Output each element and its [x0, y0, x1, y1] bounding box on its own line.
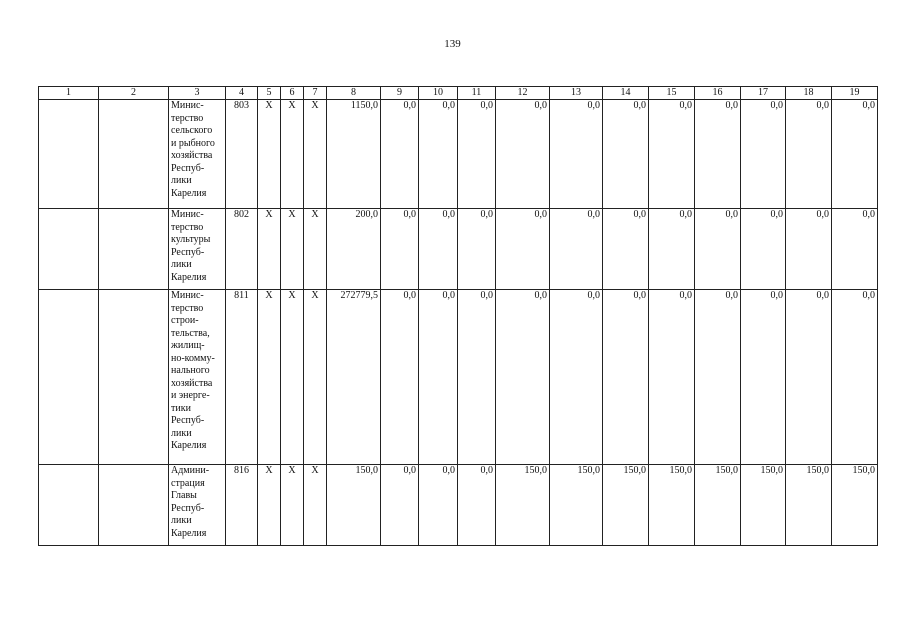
value-cell: 0,0 [741, 290, 786, 465]
value-cell: 0,0 [419, 100, 458, 209]
table-row [39, 209, 878, 290]
value-cell: 0,0 [603, 290, 649, 465]
organization-name: Минис- терство строи- тельства, жилищ- но-комму- нального хозяйства и энерге- тики Респуб- лики Карелия [169, 290, 226, 465]
value-cell: 0,0 [695, 100, 741, 209]
value-cell: 0,0 [458, 209, 496, 290]
column-header: 12 [496, 87, 550, 100]
cell-col2 [99, 290, 169, 465]
cell-x: Х [304, 100, 327, 209]
column-header: 19 [832, 87, 878, 100]
table-row [39, 100, 878, 209]
cell-x: Х [304, 209, 327, 290]
header-row [39, 87, 878, 100]
organization-name: Минис- терство культуры Респуб- лики Карелия [169, 209, 226, 290]
value-cell: 0,0 [550, 100, 603, 209]
value-cell: 0,0 [381, 465, 419, 546]
value-cell: 0,0 [741, 100, 786, 209]
value-cell: 150,0 [786, 465, 832, 546]
cell-col2 [99, 100, 169, 209]
value-cell: 0,0 [381, 290, 419, 465]
value-cell: 0,0 [603, 100, 649, 209]
cell-col2 [99, 209, 169, 290]
column-header: 6 [281, 87, 304, 100]
column-header: 5 [258, 87, 281, 100]
value-cell: 0,0 [786, 290, 832, 465]
value-cell: 0,0 [550, 290, 603, 465]
value-cell: 150,0 [695, 465, 741, 546]
column-header: 10 [419, 87, 458, 100]
value-cell: 150,0 [649, 465, 695, 546]
value-cell: 0,0 [496, 100, 550, 209]
value-cell: 150,0 [603, 465, 649, 546]
value-cell: 0,0 [649, 100, 695, 209]
value-cell: 0,0 [649, 290, 695, 465]
value-cell: 150,0 [550, 465, 603, 546]
value-cell: 0,0 [381, 209, 419, 290]
value-cell: 150,0 [832, 465, 878, 546]
column-header: 3 [169, 87, 226, 100]
table-row [39, 465, 878, 546]
value-cell: 0,0 [832, 290, 878, 465]
column-header: 18 [786, 87, 832, 100]
cell-x: Х [281, 290, 304, 465]
column-header: 14 [603, 87, 649, 100]
cell-x: Х [281, 209, 304, 290]
value-cell: 0,0 [496, 209, 550, 290]
department-code: 803 [226, 100, 258, 209]
value-cell: 0,0 [603, 209, 649, 290]
value-cell: 200,0 [327, 209, 381, 290]
cell-col1 [39, 290, 99, 465]
column-header: 2 [99, 87, 169, 100]
value-cell: 0,0 [419, 465, 458, 546]
department-code: 811 [226, 290, 258, 465]
cell-x: Х [258, 290, 281, 465]
value-cell: 0,0 [550, 209, 603, 290]
cell-col1 [39, 209, 99, 290]
value-cell: 0,0 [741, 209, 786, 290]
department-code: 802 [226, 209, 258, 290]
column-header: 13 [550, 87, 603, 100]
value-cell: 0,0 [649, 209, 695, 290]
value-cell: 0,0 [419, 209, 458, 290]
column-header: 7 [304, 87, 327, 100]
cell-x: Х [304, 465, 327, 546]
column-header: 16 [695, 87, 741, 100]
column-header: 17 [741, 87, 786, 100]
cell-col2 [99, 465, 169, 546]
value-cell: 0,0 [832, 209, 878, 290]
value-cell: 0,0 [458, 465, 496, 546]
value-cell: 1150,0 [327, 100, 381, 209]
cell-x: Х [258, 465, 281, 546]
value-cell: 0,0 [419, 290, 458, 465]
cell-x: Х [281, 100, 304, 209]
value-cell: 0,0 [786, 100, 832, 209]
organization-name: Минис- терство сельского и рыбного хозяйства Респуб- лики Карелия [169, 100, 226, 209]
cell-col1 [39, 465, 99, 546]
column-header: 11 [458, 87, 496, 100]
budget-table [38, 86, 878, 546]
column-header: 15 [649, 87, 695, 100]
value-cell: 0,0 [695, 209, 741, 290]
value-cell: 0,0 [695, 290, 741, 465]
value-cell: 0,0 [458, 100, 496, 209]
organization-name: Админи- страция Главы Респуб- лики Карелия [169, 465, 226, 546]
value-cell: 272779,5 [327, 290, 381, 465]
table-row [39, 290, 878, 465]
value-cell: 0,0 [832, 100, 878, 209]
value-cell: 0,0 [786, 209, 832, 290]
value-cell: 150,0 [496, 465, 550, 546]
value-cell: 150,0 [741, 465, 786, 546]
cell-x: Х [258, 209, 281, 290]
cell-col1 [39, 100, 99, 209]
value-cell: 0,0 [458, 290, 496, 465]
cell-x: Х [258, 100, 281, 209]
value-cell: 150,0 [327, 465, 381, 546]
column-header: 9 [381, 87, 419, 100]
column-header: 4 [226, 87, 258, 100]
column-header: 8 [327, 87, 381, 100]
column-header: 1 [39, 87, 99, 100]
page-number: 139 [444, 38, 461, 50]
value-cell: 0,0 [381, 100, 419, 209]
department-code: 816 [226, 465, 258, 546]
cell-x: Х [281, 465, 304, 546]
cell-x: Х [304, 290, 327, 465]
value-cell: 0,0 [496, 290, 550, 465]
